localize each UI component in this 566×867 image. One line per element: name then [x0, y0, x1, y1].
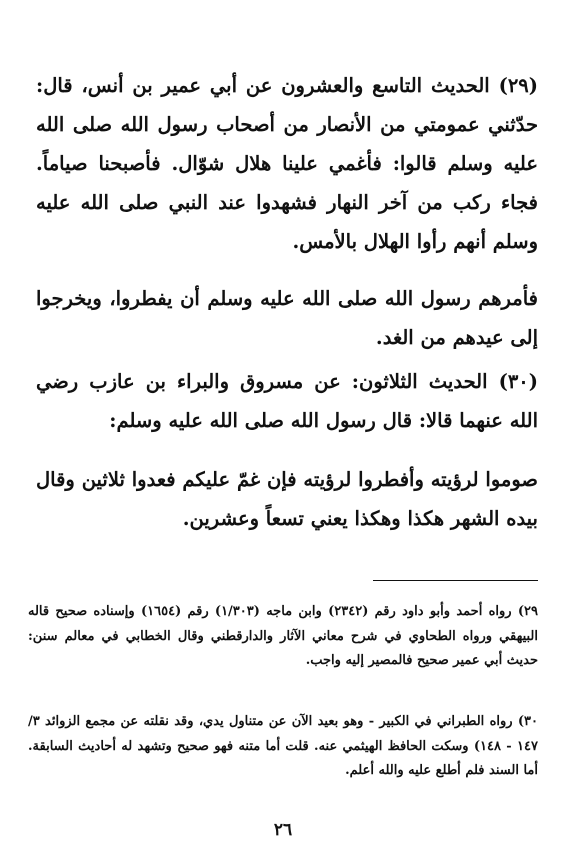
footnote-30: ٣٠) رواه الطبراني في الكبير - وهو بعيد الآن عن متناول يدي، وقد نقلته عن مجمع الزوائد ٣/ ١٤٧ - ١٤٨) وسكت الحافظ الهيثمي عنه. قلت أما متنه فهو صحيح وتشهد له أحاديث السابقة. أما السند فلم أطلع عليه والله أعلم.: [28, 714, 538, 778]
hadith-29-continuation-paragraph: فأمرهم رسول الله صلى الله عليه وسلم أن يفطروا، ويخرجوا إلى عيدهم من الغد.: [36, 287, 538, 349]
page-number: ٢٦: [273, 820, 293, 840]
footnote-29: ٢٩) رواه أحمد وأبو داود رقم (٢٣٤٢) وابن ماجه (١/٣٠٣) رقم (١٦٥٤) وإسناده صحيح قاله البيهقي ورواه الطحاوي في شرح معاني الآثار والدارقطني وقال الخطابي في معالم سنن: حديث أبي عمير صحيح فالمصير إليه واجب.: [28, 604, 538, 668]
hadith-29-paragraph: (٢٩) الحديث التاسع والعشرون عن أبي عمير بن أنس، قال: حدّثني عمومتي من الأنصار من أصحاب رسول الله صلى الله عليه وسلم قالوا: فأغمي علينا هلال شوّال. فأصبحنا صياماً. فجاء ركب من آخر النهار فشهدوا عند النبي صلى الله عليه وسلم أنهم رأوا الهلال بالأمس.: [36, 74, 538, 253]
hadith-30-paragraph: (٣٠) الحديث الثلاثون: عن مسروق والبراء بن عازب رضي الله عنهما قالا: قال رسول الله صلى الله عليه وسلم:: [36, 370, 538, 432]
footnote-separator: [373, 580, 538, 581]
hadith-30-text-paragraph: صوموا لرؤيته وأفطروا لرؤيته فإن غمّ عليكم فعدوا ثلاثين وقال بيده الشهر هكذا وهكذا يعني تسعاً وعشرين.: [36, 468, 538, 530]
